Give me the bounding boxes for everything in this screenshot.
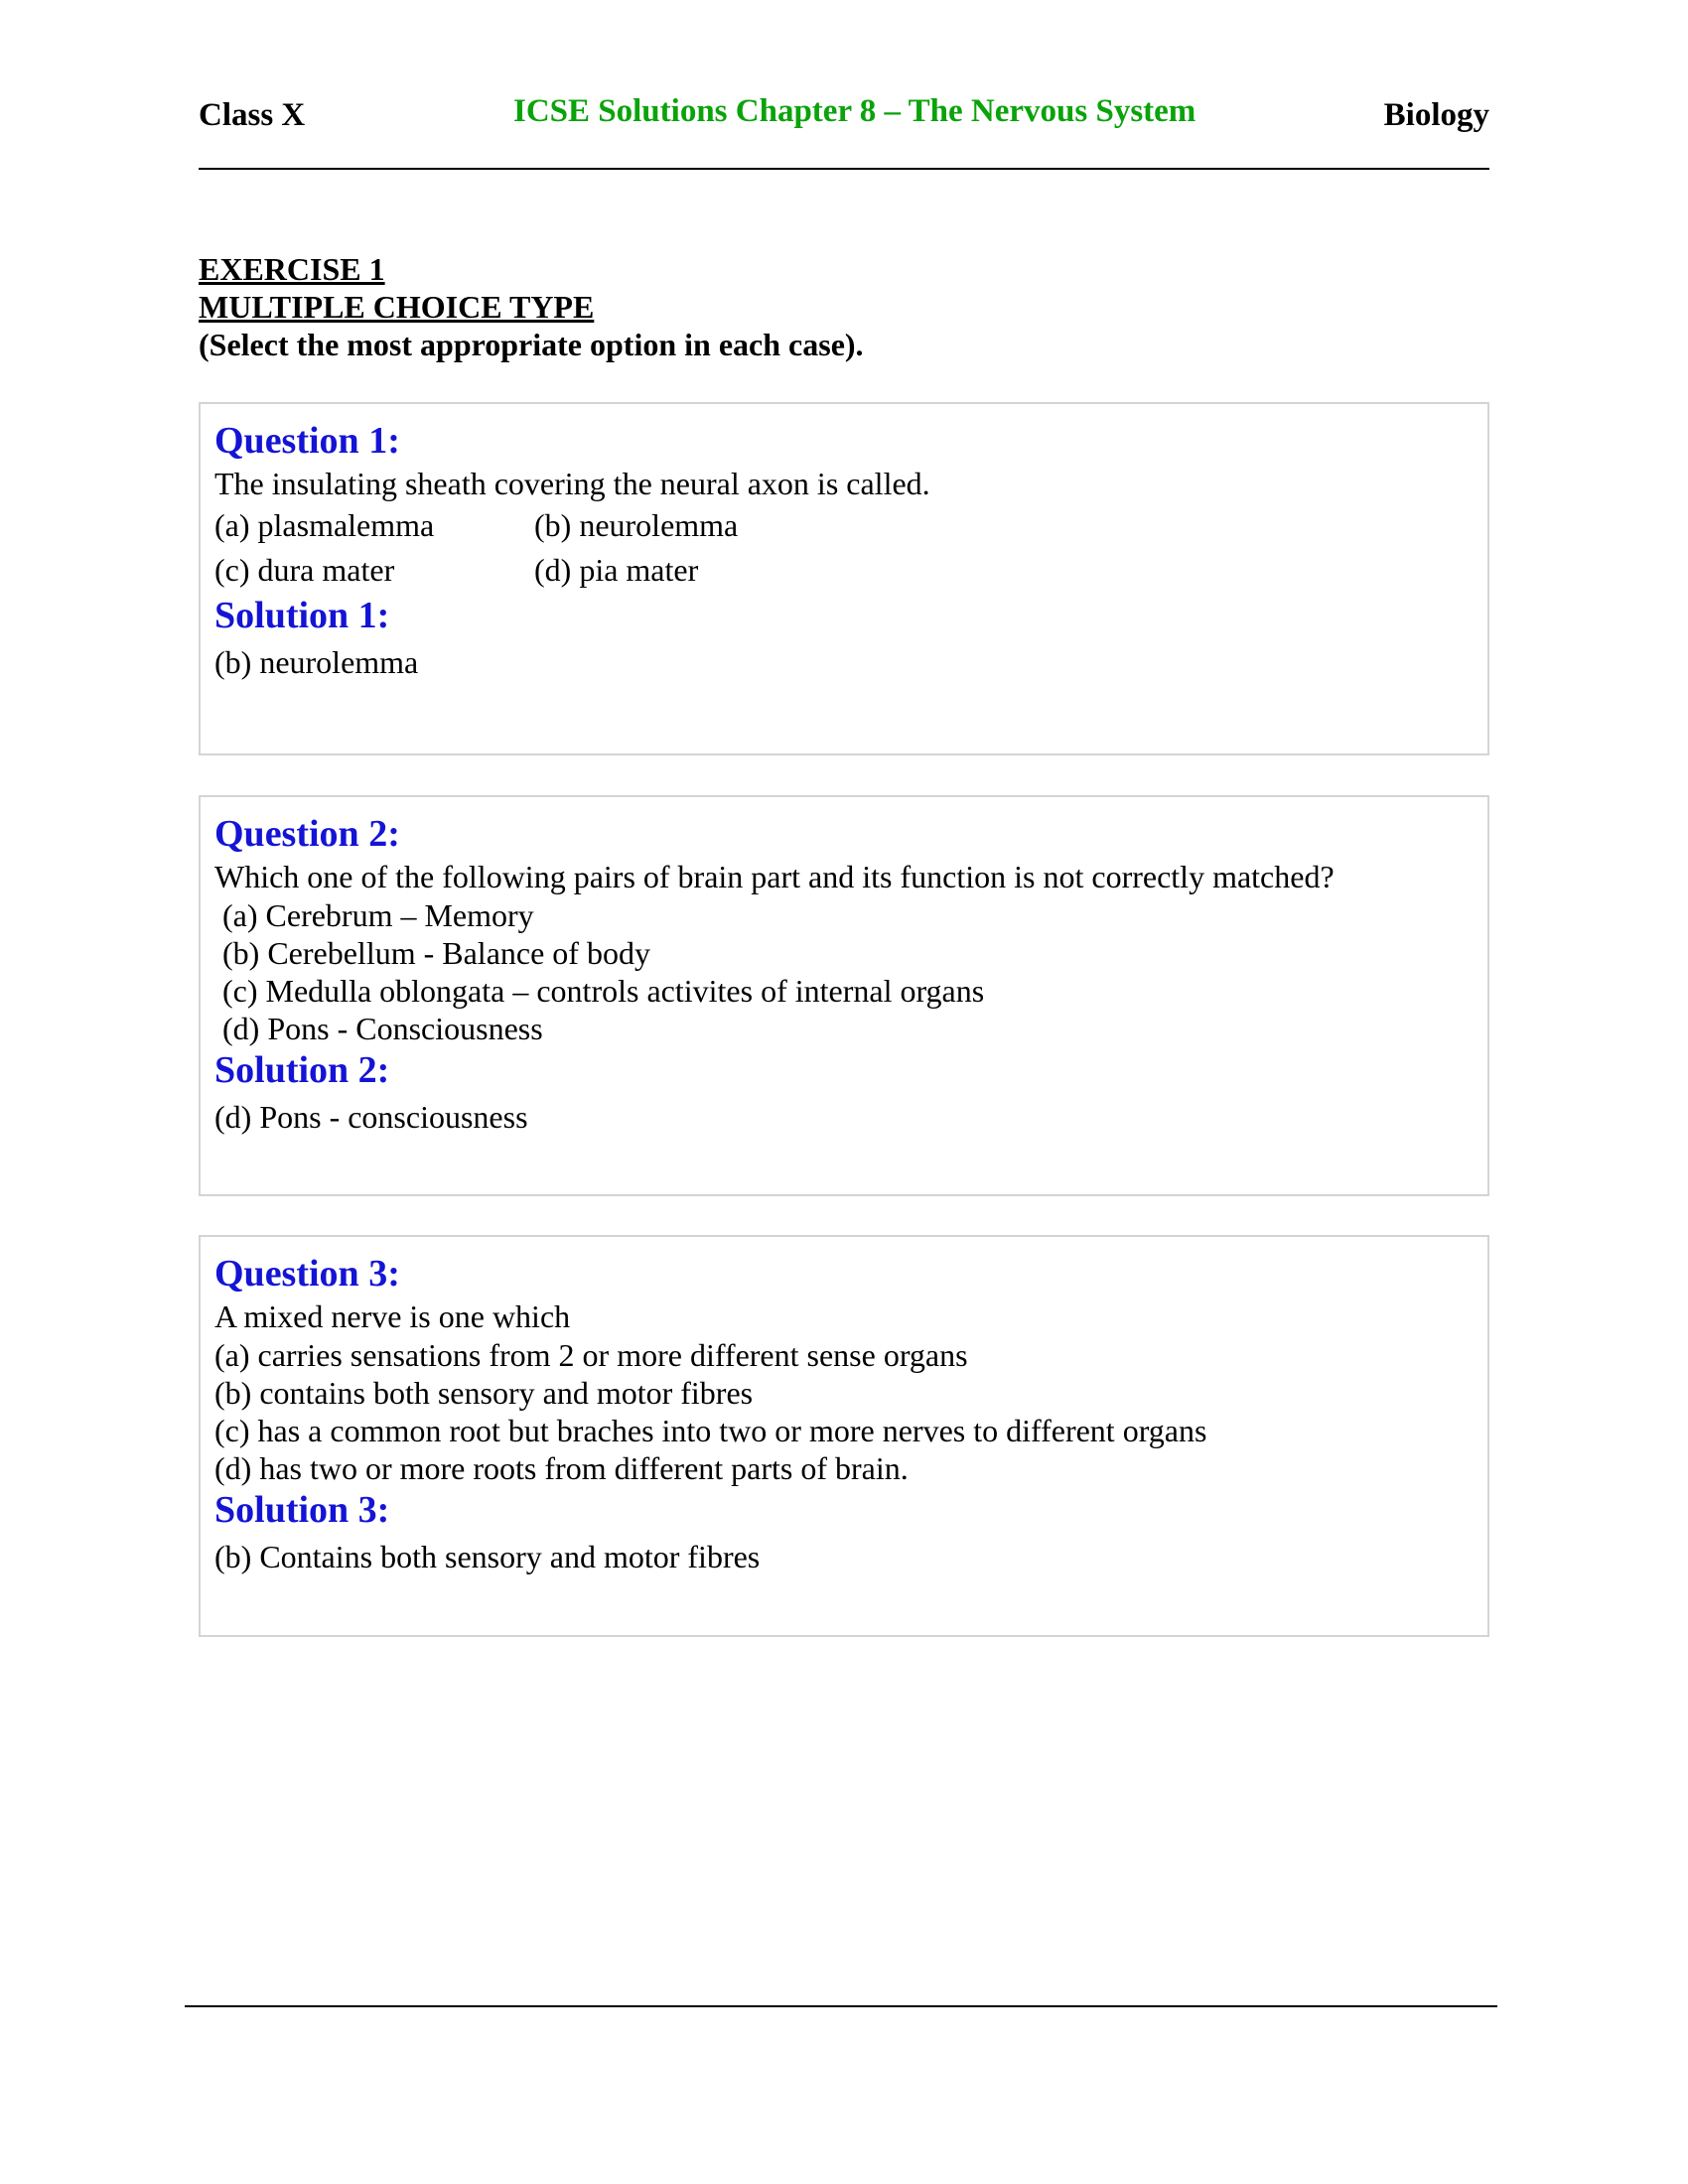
exercise-instruction: (Select the most appropriate option in each case). — [199, 327, 864, 362]
question-box-2 — [199, 795, 1489, 1196]
solution-heading: Solution 3: — [214, 1489, 390, 1531]
question-heading: Question 1: — [214, 420, 400, 462]
page-header — [199, 93, 1489, 147]
question-box-1 — [199, 402, 1489, 755]
exercise-heading — [199, 250, 864, 363]
solution-text: (b) neurolemma — [214, 644, 419, 680]
solution-text: (b) Contains both sensory and motor fibres — [214, 1539, 761, 1574]
option-b: (b) contains both sensory and motor fibres — [214, 1375, 754, 1411]
solution-heading: Solution 1: — [214, 595, 390, 636]
header-class: Class X — [199, 97, 306, 133]
question-text: The insulating sheath covering the neural axon is called. — [214, 466, 930, 501]
question-text: Which one of the following pairs of brain part and its function is not correctly matched? — [214, 859, 1335, 894]
solution-heading: Solution 2: — [214, 1049, 390, 1091]
option-c: (c) has a common root but braches into two or more nerves to different organs — [214, 1413, 1207, 1448]
footer-divider — [185, 2005, 1497, 2007]
option-c: (c) Medulla oblongata – controls activites of internal organs — [222, 973, 985, 1009]
option-a: (a) Cerebrum – Memory — [222, 897, 534, 933]
option-list — [214, 896, 1474, 1047]
option-a: (a) plasmalemma — [214, 507, 435, 543]
exercise-title: EXERCISE 1 — [199, 251, 385, 287]
exercise-type: MULTIPLE CHOICE TYPE — [199, 289, 595, 325]
question-heading: Question 3: — [214, 1253, 400, 1295]
option-d: (d) has two or more roots from different parts of brain. — [214, 1450, 909, 1486]
option-d: (d) Pons - Consciousness — [222, 1011, 543, 1046]
question-text: A mixed nerve is one which — [214, 1298, 571, 1334]
header-subject: Biology — [1383, 97, 1489, 133]
question-heading: Question 2: — [214, 813, 400, 855]
option-b: (b) Cerebellum - Balance of body — [222, 935, 650, 971]
option-a: (a) carries sensations from 2 or more different sense organs — [214, 1337, 968, 1373]
option-d: (d) pia mater — [534, 552, 699, 588]
header-chapter-title: ICSE Solutions Chapter 8 – The Nervous System — [513, 93, 1196, 129]
option-b: (b) neurolemma — [534, 507, 739, 543]
option-c: (c) dura mater — [214, 552, 395, 588]
solution-text: (d) Pons - consciousness — [214, 1099, 528, 1135]
header-divider — [199, 168, 1489, 170]
question-box-3 — [199, 1235, 1489, 1637]
option-list — [214, 1336, 1474, 1487]
option-grid — [214, 503, 1474, 593]
